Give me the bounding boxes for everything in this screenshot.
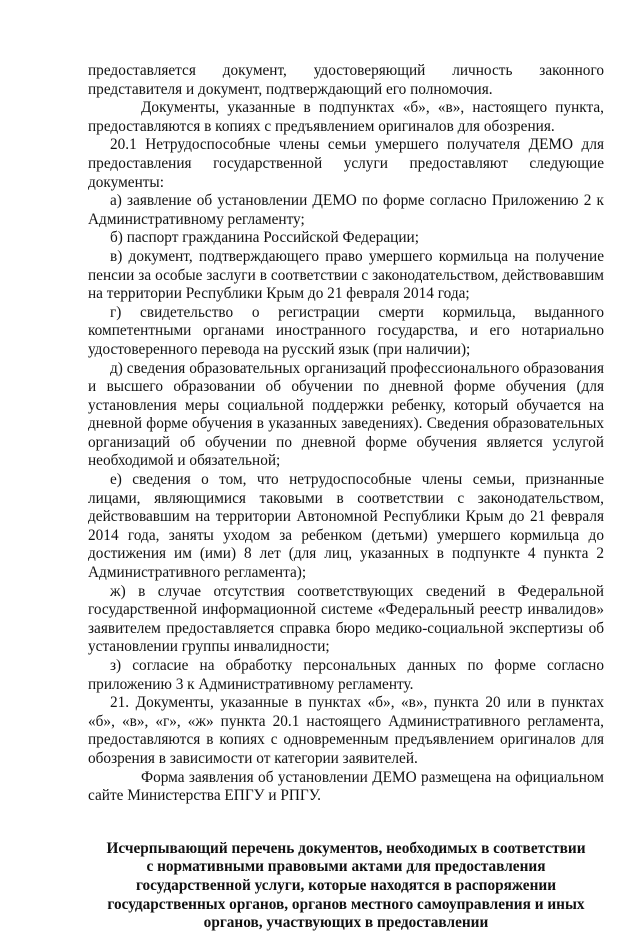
list-item-zh: ж) в случае отсутствия соответствующих сведений в Федеральной государственной информационной системе «Федеральный реестр инвалидов» заявителем предоставляется справка бюро медико-социальной экспертизы об установлении группы инвалидности; (88, 582, 604, 656)
list-item-b: б) паспорт гражданина Российской Федерации; (110, 229, 419, 247)
paragraph-representative-doc: предоставляется документ, удостоверяющий личность законного представителя и документ, подтверждающий его полномочия. (88, 62, 604, 98)
list-item-e: е) сведения о том, что нетрудоспособные члены семьи, признанные лицами, являющимися таковыми в соответствии с законодательством, действовавшим на территории Автономной Республики Крым до 21 февраля 2014 года, заняты уходом за ребенком (детьми) умершего кормильца до достижения им (ими) 8 лет (для лиц, указанных в подпункте 4 пункта 2 Административного регламента); (88, 471, 604, 582)
paragraph-form-location: Форма заявления об установлении ДЕМО размещена на официальном сайте Министерства ЕПГУ и РПГУ. (88, 768, 604, 805)
list-item-d: д) сведения образовательных организаций профессионального образования и высшего образовании об обучении по дневной форме обучения (для установления меры социальной поддержки ребенку, который обучается на дневной форме обучения в указанных заведениях). Сведения образовательных организаций об обучении по дневной форме обучения является услугой необходимой и обязательной; (88, 359, 604, 470)
list-item-z: з) согласие на обработку персональных данных по форме согласно приложению 3 к Административному регламенту. (88, 657, 604, 693)
list-item-a: а) заявление об установлении ДЕМО по форме согласно Приложению 2 к Административному регламенту; (88, 192, 604, 228)
list-item-v: в) документ, подтверждающего право умершего кормильца на получение пенсии за особые заслуги в соответствии с законодательством, действовавшим на территории Республики Крым до 21 февраля 2014 года; (88, 247, 604, 303)
paragraph-copies-note: Документы, указанные в подпунктах «б», «в», настоящего пункта, предоставляются в копиях с предъявлением оригиналов для обозрения. (88, 99, 604, 135)
section-heading: Исчерпывающий перечень документов, необходимых в соответствии с нормативными правовыми актами для предоставления государственной услуги, которые находятся в распоряжении государственных органов, органов местного самоуправления и иных органов, участвующих в предоставлении (106, 839, 586, 932)
list-item-g: г) свидетельство о регистрации смерти кормильца, выданного компетентными органами иностранного государства, и его нотариально удостоверенного перевода на русский язык (при наличии); (88, 303, 604, 358)
paragraph-20-1: 20.1 Нетрудоспособные члены семьи умершего получателя ДЕМО для предоставления государственной услуги предоставляют следующие документы: (88, 136, 604, 191)
paragraph-21: 21. Документы, указанные в пунктах «б», «в», пункта 20 или в пунктах «б», «в», «г», «ж» пункта 20.1 настоящего Административного регламента, предоставляются в копиях с одновременным предъявлением оригиналов для обозрения в зависимости от категории заявителей. (88, 694, 604, 767)
